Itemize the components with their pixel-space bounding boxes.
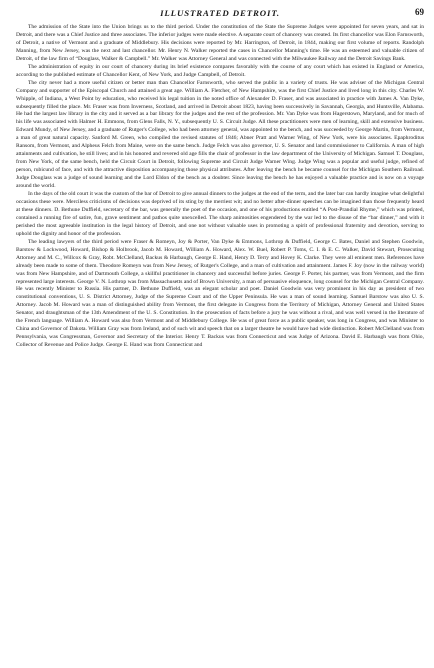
- paragraph-bar-dinners: In the days of the old court it was the custom of the bar of Detroit to give annual dinners to the judges at the end of the term, and the later bar can hardly imagine what delightful occasions these were. Merciless criticisms of decisions was deprived of its sting by the merriest wit; and no better after-dinner speeches can be imagined than those frequently heard at these dinners. D. Bethune Duffield, secretary of the bar, was generally the poet of the occasion, and one of his productions entitled “A Post-Prandial Rhyme,” which was printed, contained a running fire of satire, fun, grave sentiment and pathos quite unexcelled. The sharp animosities engendered by the war led to the disuse of the “bar dinner,” and with it perished the most agreeable institution in the legal history of Detroit, and one not without valuable uses in promoting a spirit of professional fraternity and devotion, serving to uphold the dignity and honor of the profession.: [16, 191, 424, 237]
- paragraph-state-admission: The admission of the State into the Union brings us to the third period. Under the constitution of the State the Supreme Judges were appointed for seven years, and sat in Detroit, and there was a Chief Justice and three associates. The inferior judges were made elective. A separate court of chancery was created. Its first chancellor was Elon Farnsworth, of Detroit, a native of Vermont and a graduate of Middlebury. His decisions were reported by Mr. Harrington, of Detroit, in 1844, making our first volume of reports. Randolph Manning, from New Jersey, was the next and last chancellor. Mr. Henry N. Walker reported the cases in Chancellor Manning's time. He was an esteemed and valuable citizen of Detroit, of the law firm of “Douglass, Walker & Campbell.” Mr. Walker was Attorney General and was connected with the Milwaukee Railway and the Detroit Savings Bank.: [16, 24, 424, 62]
- running-title: ILLUSTRATED DETROIT.: [160, 8, 280, 18]
- book-page: [16, 0, 424, 668]
- page-number: 69: [415, 7, 424, 17]
- paragraph-farnsworth-and-judges: The city never had a more useful citizen or better man than Chancellor Farnsworth, who served the public in a variety of trusts. He was adviser of the Michigan Central Company and supporter of the Episcopal Church and attained a great age. William A. Fletcher, of New Hampshire, was the first Chief Justice and lived long in this city. Charles W. Whipple, of Indiana, a West Point by education, who received his legal tuition in the noted office of Alexander D. Fraser, and was associated in practice with James A. Van Dyke, subsequently filled the place. Mr. Fraser was from Inverness, Scotland, and arrived in Detroit about 1823, having been successively in Savannah, Georgia, and Huntsville, Alabama. He had the largest law library in the city and it served as a bar library for the judges and the rest of the profession. Mr. Van Dyke was from Hagerstown, Maryland, and for much of his life was associated with Halmer H. Emmons, from Glens Falls, N. Y., subsequently U. S. Circuit Judge. All these practitioners were men of learning, skill and extensive business. Edward Mundy, of New Jersey, and a graduate of Rutger's College, who had been attorney general, was appointed to the bench, and was succeeded by George Martin, from Vermont, a man of great natural capacity. Sanford M. Green, who compiled the revised statutes of 1846; Abner Pratt and Warner Wing, of New York, were his associates. Epaphroditus Ransom, from Vermont, and Alpheus Felch from Maine, were on the same bench. Judge Felch was also governor, U. S. Senator and land commissioner to California. A man of high attainments and cultivation, he still lives; and in his honored and revered old age fills the chair of professor in the law department of the University of Michigan. Samuel T. Douglass, from New York, of the same bench, held the Circuit Court in Detroit, following Supreme and Circuit Judge Warner Wing. Judge Wing was a popular and useful judge, refined of person, rubicund of face, and with the attractive disposition accompanying those physical attributes. After leaving the bench he became counsel for the Michigan Southern Railroad. Judge Douglass was a judge of sound learning and the Lord Eldon of the bench as a doubter. Since leaving the bench he has enjoyed a valuable practice and is now on a voyage around the world.: [16, 79, 424, 190]
- paragraph-leading-lawyers: The leading lawyers of the third period were Fraser & Romeyn, Joy & Porter, Van Dyke & Emmons, Lothrop & Duffield, George C. Bates, Daniel and Stephen Goodwin, Barstow & Lockwood, Howard, Bishop & Holbrook, Jacob M. Howard, William A. Howard, Alex. W. Buel, Robert P. Toms, C. I. & E. C. Walker, David Stewart, Prosecuting Attorney and M. C., Willcox & Gray, Robt. McClelland, Backus & Harbaugh, George E. Hand, Henry D. Terry and Hovey K. Clarke. They were all eminent men. References have already been made to some of them. Theodore Romeyn was from New Jersey, of Rutger's College, and a man of cultivation and attainment. James F. Joy (now in the railway world) was from New Hampshire, and of Dartmouth College, a skillful practitioner in chancery and successful before juries. George F. Porter, his partner, was from Vermont, and the firm represented large interests. George V. N. Lothrop was from Massachusetts and of Brown University, a man of persuasive eloquence, long counsel for the Michigan Central Company. He was recently Minister to Russia. His partner, D. Bethune Duffield, was an elegant scholar and poet. Daniel Goodwin was very prominent in his day as president of two constitutional conventions, U. S. District Attorney, Judge of the Supreme Court and of the Upper Peninsula. He was a man of sound learning. Samuel Barstow was also U. S. Attorney. Jacob M. Howard was a man of distinguished ability from Vermont, the first delegate in Congress from the Territory of Michigan, Attorney General and United States Senator, and draughtsman of the 13th Amendment of the U. S. Constitution. In the prosecution of facts before a jury he was without a rival, and was well versed in the literature of the French language. William A. Howard was also from Vermont and of Middlebury College. He was of great force as a public speaker, was long in Congress, and was Minister to China and Governor of Dakota. William Gray was from Ireland, and of such wit and speech that on a larger theatre he would have had wide distinction. Robert McClelland was from Pennsylvania, was Congressman, Governor and Secretary of the Interior. Henry T. Backus was from Connecticut and was Judge of Arizona. David E. Harbaugh was from Ohio, Collector of Revenue and Police Judge. George E. Hand was from Connecticut and: [16, 238, 424, 349]
- body-text: [16, 24, 424, 350]
- running-head: [16, 6, 424, 22]
- paragraph-equity-administration: The administration of equity in our court of chancery during its brief existence compares favorably with the course of any court which has existed in England or America, according to the published estimate of Chancellor Kent, of New York, and Judge Campbell, of Detroit.: [16, 63, 424, 78]
